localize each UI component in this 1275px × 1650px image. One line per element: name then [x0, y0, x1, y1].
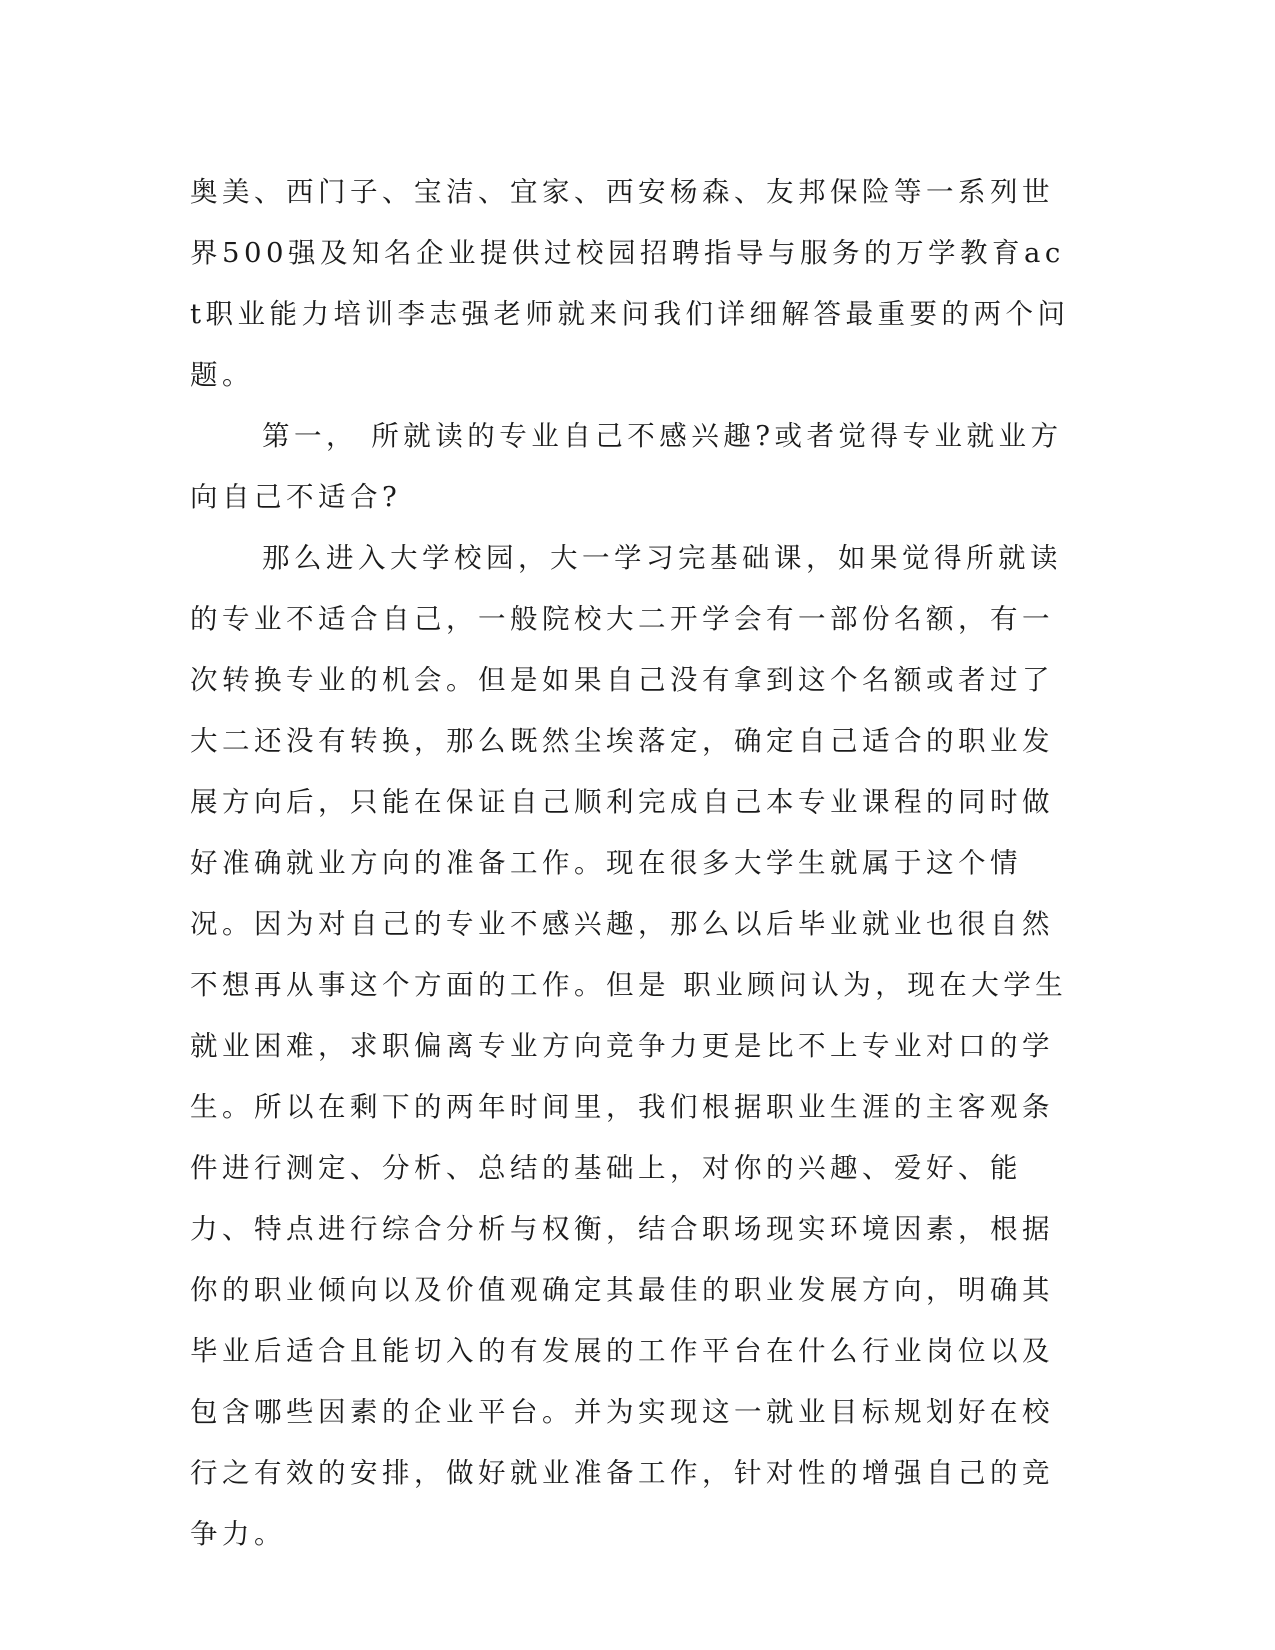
paragraph-intro: 奥美、西门子、宝洁、宜家、西安杨森、友邦保险等一系列世界500强及知名企业提供过校园招聘指导与服务的万学教育act职业能力培训李志强老师就来问我们详细解答最重要的两个问题。	[190, 176, 1070, 391]
paragraph-question-one: 第一， 所就读的专业自己不感兴趣?或者觉得专业就业方向自己不适合?	[190, 420, 1063, 513]
document-body	[190, 162, 1075, 1565]
paragraph-answer: 那么进入大学校园，大一学习完基础课，如果觉得所就读的专业不适合自己，一般院校大二开学会有一部份名额，有一次转换专业的机会。但是如果自己没有拿到这个名额或者过了大二还没有转换，那么既然尘埃落定，确定自己适合的职业发展方向后，只能在保证自己顺利完成自己本专业课程的同时做好准确就业方向的准备工作。现在很多大学生就属于这个情况。因为对自己的专业不感兴趣，那么以后毕业就业也很自然不想再从事这个方面的工作。但是 职业顾问认为，现在大学生就业困难，求职偏离专业方向竞争力更是比不上专业对口的学生。所以在剩下的两年时间里，我们根据职业生涯的主客观条件进行测定、分析、总结的基础上，对你的兴趣、爱好、能力、特点进行综合分析与权衡，结合职场现实环境因素，根据你的职业倾向以及价值观确定其最佳的职业发展方向，明确其毕业后适合且能切入的有发展的工作平台在什么行业岗位以及包含哪些因素的企业平台。并为实现这一就业目标规划好在校行之有效的安排，做好就业准备工作，针对性的增强自己的竞争力。	[190, 542, 1068, 1550]
